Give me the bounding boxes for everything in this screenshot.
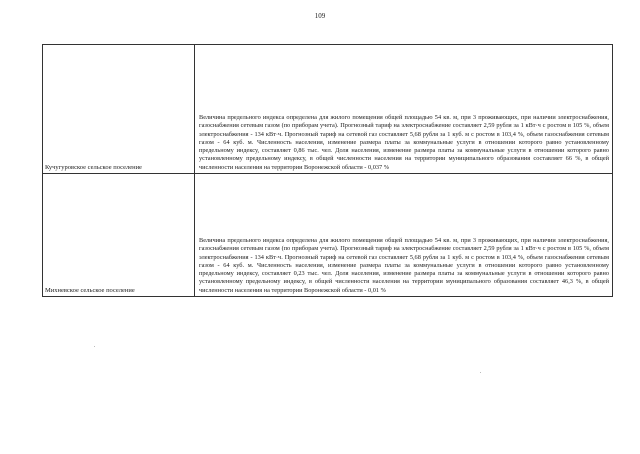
description-cell [195, 174, 613, 297]
index-description: Величина предельного индекса определена для жилого помещения общей площадью 54 кв. м, при 3 проживающих, при наличии электроснабжения, газоснабжения сетевым газом (по приборам учета). Прогнозный тариф на электроснабжение составляет 2,59 рубля за 1 кВт·ч с ростом в 105 %, объем электроснабжения - 134 кВт·ч. Прогнозный тариф на сетевой газ составляет 5,68 рубля за 1 куб. м с ростом в 103,4 %, объем газоснабжения сетевым газом - 64 куб. м. Численность населения, изменение размера платы за коммунальные услуги в отношении которого равно установленному предельному индексу, составляет 0,86 тыс. чел. Доля населения, изменение размера платы за коммунальные услуги в отношении которого равно установленному предельному индексу, в общей численности населения на территории муниципального образования составляет 66 %, в общей численности населения на территории Воронежской области - 0,037 % [199, 113, 609, 171]
settlement-name: Михневское сельское поселение [45, 287, 135, 294]
settlement-name: Кучугуровское сельское поселение [45, 164, 142, 171]
table-row [43, 174, 613, 297]
settlement-cell [43, 174, 195, 297]
index-description: Величина предельного индекса определена для жилого помещения общей площадью 54 кв. м, при 3 проживающих, при наличии электроснабжения, газоснабжения сетевым газом (по приборам учета). Прогнозный тариф на электроснабжение составляет 2,59 рубля за 1 кВт·ч с ростом в 105 %, объем электроснабжения - 134 кВт·ч. Прогнозный тариф на сетевой газ составляет 5,68 рубля за 1 куб. м с ростом в 103,4 %, объем газоснабжения сетевым газом - 64 куб. м. Численность населения, изменение размера платы за коммунальные услуги в отношении которого равно установленному предельному индексу, составляет 0,23 тыс. чел. Доля населения, изменение размера платы за коммунальные услуги в отношении которого равно установленному предельному индексу, в общей численности населения на территории муниципального образования составляет 46,3 %, в общей численности населения на территории Воронежской области - 0,01 % [199, 236, 609, 294]
tariff-index-table [42, 44, 613, 297]
scan-dust-mark [480, 372, 481, 373]
settlement-cell [43, 45, 195, 174]
table-row [43, 45, 613, 174]
description-cell [195, 45, 613, 174]
page-number: 109 [314, 12, 326, 20]
scan-dust-mark [94, 346, 95, 347]
